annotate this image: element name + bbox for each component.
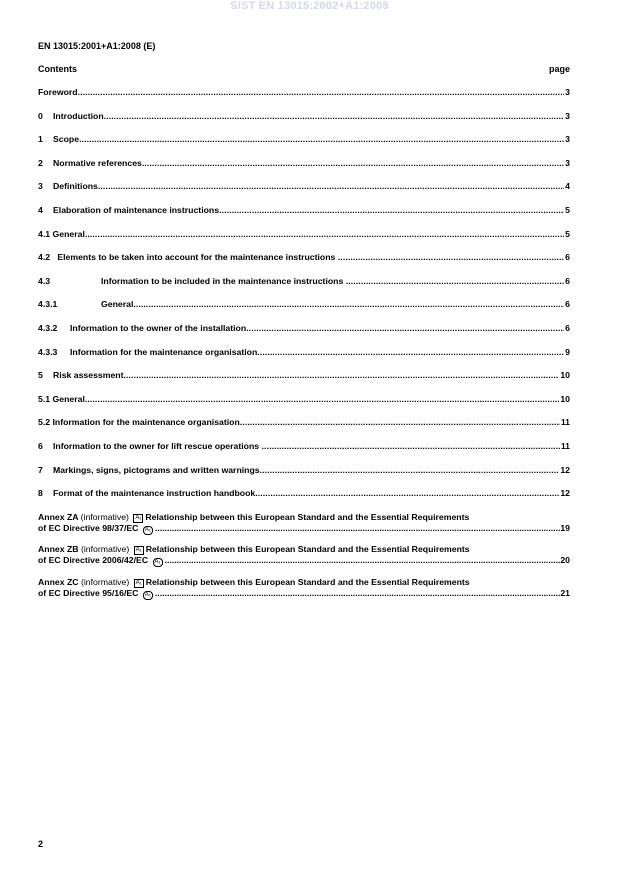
amendment-start-marker: A₁ xyxy=(135,579,142,586)
toc-entry-2[interactable] xyxy=(38,158,570,169)
annex-title: Relationship between this European Standard and the Essential Requirements xyxy=(145,544,470,555)
toc-entry-number: 4.3 xyxy=(38,275,51,286)
toc-entry-number: 8 xyxy=(38,488,43,499)
toc-entry-number: 5.2 xyxy=(38,417,51,428)
leader-dots xyxy=(133,299,564,310)
toc-entry-title: General xyxy=(52,228,85,239)
leader-dots xyxy=(78,87,565,98)
toc-entry-number: 6 xyxy=(38,440,43,451)
annex-label: Annex ZC xyxy=(38,576,79,587)
toc-entry-page: 9 xyxy=(565,346,570,357)
leader-dots xyxy=(260,465,560,476)
toc-entry-foreword[interactable] xyxy=(38,87,570,98)
toc-entry-page: 5 xyxy=(565,204,570,215)
contents-title: Contents xyxy=(38,64,77,74)
annex-kind: (informative) xyxy=(80,511,129,522)
toc-entry-title: Information to be included in the maintenance instructions xyxy=(101,275,344,286)
leader-dots xyxy=(104,111,564,122)
toc-entry-title: Elaboration of maintenance instructions xyxy=(53,204,220,215)
leader-dots xyxy=(262,441,560,452)
leader-dots xyxy=(338,252,564,263)
toc-entry-title: Markings, signs, pictograms and written warnings xyxy=(53,464,260,475)
toc-entry-4-3-1[interactable] xyxy=(38,299,570,310)
toc-entry-title: Information to the owner for lift rescue operations xyxy=(53,440,260,451)
toc-entry-title: Elements to be taken into account for the maintenance instructions xyxy=(57,252,336,263)
toc-entry-page: 3 xyxy=(565,87,570,97)
toc-entry-title: Introduction xyxy=(53,110,104,121)
toc-entry-4-3-2[interactable] xyxy=(38,323,570,334)
leader-dots xyxy=(246,323,564,334)
toc-entry-3[interactable] xyxy=(38,181,570,192)
toc-entry-page: 6 xyxy=(565,252,570,263)
toc-entry-number: 4.3.3 xyxy=(38,346,58,357)
annex-title-continued: of EC Directive 95/16/EC xyxy=(38,587,139,598)
toc-annex-za[interactable] xyxy=(38,512,570,534)
toc-entry-4-1[interactable] xyxy=(38,229,570,240)
leader-dots xyxy=(155,523,560,534)
toc-entry-page: 3 xyxy=(565,157,570,168)
toc-entry-5[interactable] xyxy=(38,370,570,381)
toc-entry-number: 4.3.2 xyxy=(38,322,58,333)
toc-entry-title: Format of the maintenance instruction handbook xyxy=(53,488,256,499)
toc-entry-page: 10 xyxy=(560,370,570,381)
toc-entry-number: 4.3.1 xyxy=(38,299,58,310)
toc-entry-number: 0 xyxy=(38,110,43,121)
leader-dots xyxy=(85,394,559,405)
toc-entry-title: Normative references xyxy=(53,157,142,168)
annex-title-continued: of EC Directive 98/37/EC xyxy=(38,522,139,533)
leader-dots xyxy=(85,229,564,240)
toc-entry-8[interactable] xyxy=(38,488,570,499)
toc-entry-number: 7 xyxy=(38,464,43,475)
amendment-end-marker: A₁ xyxy=(144,591,151,598)
toc-entry-page: 20 xyxy=(560,555,570,566)
page-number: 2 xyxy=(38,839,44,849)
page-column-label: page xyxy=(548,64,570,74)
annex-title: Relationship between this European Standard and the Essential Requirements xyxy=(145,576,470,587)
toc-entry-page: 5 xyxy=(565,228,570,239)
toc-entry-page: 19 xyxy=(560,522,570,533)
toc-entry-number: 5 xyxy=(38,370,43,381)
toc-entry-page: 12 xyxy=(560,464,570,475)
toc-entry-number: 5.1 xyxy=(38,393,51,404)
toc-entry-number: 2 xyxy=(38,157,43,168)
toc-entry-title: General xyxy=(52,393,85,404)
table-of-contents xyxy=(38,87,570,609)
toc-entry-7[interactable] xyxy=(38,465,570,476)
toc-entry-title: Risk assessment xyxy=(53,370,124,381)
watermark: SIST EN 13015:2002+A1:2008 xyxy=(230,0,389,12)
toc-entry-number: 3 xyxy=(38,181,43,192)
toc-entry-number: 1 xyxy=(38,134,43,145)
toc-entry-4-3-3[interactable] xyxy=(38,347,570,358)
toc-entry-number: 4.1 xyxy=(38,228,51,239)
toc-entry-title: Information for the maintenance organisation xyxy=(52,417,240,428)
toc-entry-title: Information to the owner of the installation xyxy=(70,322,247,333)
leader-dots xyxy=(346,276,564,287)
amendment-end-marker: A₁ xyxy=(154,559,161,566)
toc-annex-zc[interactable] xyxy=(38,577,570,599)
leader-dots xyxy=(142,158,564,169)
toc-entry-page: 11 xyxy=(560,417,570,428)
annex-kind: (informative) xyxy=(80,544,130,555)
leader-dots xyxy=(124,370,560,381)
toc-entry-page: 3 xyxy=(565,134,570,145)
toc-entry-page: 6 xyxy=(565,299,570,310)
toc-entry-page: 4 xyxy=(565,181,570,192)
amendment-start-marker: A₁ xyxy=(135,547,142,554)
amendment-end-marker: A₁ xyxy=(144,526,151,533)
toc-entry-0[interactable] xyxy=(38,111,570,122)
contents-header xyxy=(38,64,570,74)
leader-dots xyxy=(219,205,564,216)
toc-entry-title: Information for the maintenance organisation xyxy=(70,346,258,357)
leader-dots xyxy=(240,417,560,428)
annex-title: Relationship between this European Standard and the Essential Requirements xyxy=(145,511,470,522)
document-id: EN 13015:2001+A1:2008 (E) xyxy=(38,41,156,51)
toc-entry-page: 3 xyxy=(565,110,570,121)
leader-dots xyxy=(255,488,559,499)
toc-entry-4-2[interactable] xyxy=(38,252,570,263)
annex-title-continued: of EC Directive 2006/42/EC xyxy=(38,555,149,566)
annex-label: Annex ZB xyxy=(38,544,79,555)
toc-entry-page: 6 xyxy=(565,275,570,286)
toc-entry-number: 4.2 xyxy=(38,252,51,263)
toc-entry-5-1[interactable] xyxy=(38,394,570,405)
annex-kind: (informative) xyxy=(80,576,130,587)
toc-entry-number: 4 xyxy=(38,204,43,215)
toc-entry-page: 10 xyxy=(560,393,570,404)
leader-dots xyxy=(165,555,561,566)
toc-entry-page: 11 xyxy=(560,440,570,451)
toc-entry-page: 21 xyxy=(560,587,570,598)
leader-dots xyxy=(98,181,564,192)
toc-entry-page: 6 xyxy=(565,322,570,333)
toc-entry-4[interactable] xyxy=(38,205,570,216)
toc-entry-page: 12 xyxy=(560,488,570,499)
annex-label: Annex ZA xyxy=(38,511,79,522)
toc-entry-title: Scope xyxy=(53,134,80,145)
toc-entry-title: Definitions xyxy=(53,181,98,192)
toc-entry-6[interactable] xyxy=(38,441,570,452)
leader-dots xyxy=(155,588,560,599)
toc-entry-5-2[interactable] xyxy=(38,417,570,428)
leader-dots xyxy=(257,347,564,358)
toc-entry-title: Foreword xyxy=(38,87,78,97)
leader-dots xyxy=(79,134,564,145)
toc-entry-1[interactable] xyxy=(38,134,570,145)
toc-entry-4-3[interactable] xyxy=(38,276,570,287)
toc-entry-title: General xyxy=(101,299,134,310)
toc-annex-zb[interactable] xyxy=(38,544,570,566)
amendment-start-marker: A₁ xyxy=(135,514,142,521)
